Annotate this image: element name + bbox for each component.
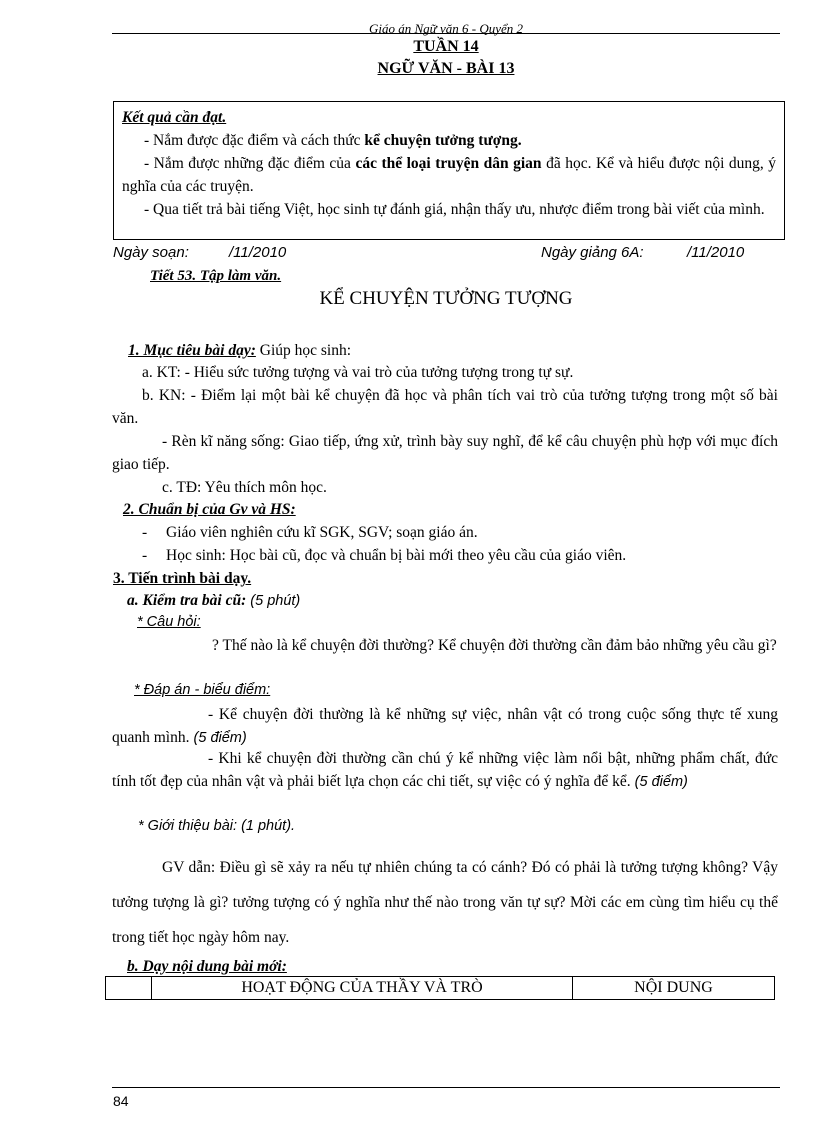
teach-date-value: /11/2010 — [687, 244, 745, 261]
section-1-heading: 1. Mục tiêu bài dạy: — [128, 342, 256, 359]
outcome-item-2-bold: các thể loại truyện dân gian — [355, 155, 542, 172]
table-header-activities: HOẠT ĐỘNG CỦA THẦY VÀ TRÒ — [152, 977, 573, 1000]
objective-td: c. TĐ: Yêu thích môn học. — [162, 479, 327, 496]
outcomes-box — [113, 101, 785, 240]
activity-table — [105, 976, 775, 1000]
prep-item-2: Học sinh: Học bài cũ, đọc và chuẩn bị bài mới theo yêu cầu của giáo viên. — [166, 547, 627, 564]
running-header: Giáo án Ngữ văn 6 - Quyển 2 — [368, 21, 524, 36]
answer-2-score: (5 điểm) — [630, 774, 688, 790]
answer-1-text: - Kể chuyện đời thường là kể những sự việc, nhân vật có trong cuộc sống thực tế xung quanh mình. — [112, 706, 778, 746]
question-text: ? Thế nào là kể chuyện đời thường? Kể chuyện đời thường cần đảm bảo những yêu cầu gì? — [212, 637, 777, 654]
prep-item-1: Giáo viên nghiên cứu kĩ SGK, SGV; soạn giáo án. — [166, 524, 478, 541]
prep-item-2-bullet: - — [142, 547, 148, 564]
prep-date-value: /11/2010 — [229, 244, 287, 261]
outcome-item-2 — [122, 152, 776, 198]
objective-life-skills: - Rèn kĩ năng sống: Giao tiếp, ứng xử, trình bày suy nghĩ, để kể câu chuyện phù hợp với mục đích giao tiếp. — [112, 433, 778, 473]
outcome-item-1-bold: kể chuyện tưởng tượng. — [364, 132, 522, 149]
outcome-item-1-text: - Nắm được đặc điểm và cách thức — [144, 132, 365, 149]
answer-1 — [112, 703, 778, 750]
outcome-item-1 — [122, 129, 776, 152]
table-header-row — [106, 977, 775, 1000]
answer-2 — [112, 747, 778, 794]
page-title: KỂ CHUYỆN TƯỞNG TƯỢNG — [319, 288, 573, 309]
teacher-lead-in: GV dẫn: Điều gì sẽ xảy ra nếu tự nhiên chúng ta có cánh? Đó có phải là tưởng tượng không? Vậy tưởng tượng là gì? tưởng tượng có ý nghĩa như thế nào trong văn tự sự? Mời các em cùng tìm hiểu cụ thể trong tiết học ngày hôm nay. — [112, 859, 778, 946]
new-lesson-heading: b. Dạy nội dung bài mới: — [127, 958, 287, 975]
lesson-title: NGỮ VĂN - BÀI 13 — [377, 60, 515, 77]
prep-date-label: Ngày soạn: — [113, 244, 189, 261]
check-old-lesson-time: (5 phút) — [246, 593, 301, 609]
header-rule — [112, 33, 780, 34]
outcome-item-3: - Qua tiết trả bài tiếng Việt, học sinh tự đánh giá, nhận thấy ưu, nhược điểm trong bài viết của mình. — [144, 201, 765, 218]
table-header-empty — [106, 977, 152, 1000]
period-label: Tiết 53. Tập làm văn. — [150, 268, 282, 284]
section-1-intro: Giúp học sinh: — [255, 342, 352, 359]
section-3-heading: 3. Tiến trình bài dạy. — [113, 570, 252, 587]
answer-1-score: (5 điểm) — [189, 730, 247, 746]
outcome-item-2-text: - Nắm được những đặc điểm của — [144, 155, 356, 172]
answer-2-text: - Khi kể chuyện đời thường cần chú ý kể những việc làm nổi bật, những phẩm chất, đức tính tốt đẹp của nhân vật và phải biết lựa chọn các chi tiết, sự việc có ý nghĩa để kể. — [112, 750, 778, 790]
outcome-item-2-rest: đã học. Kể và hiểu được nội dung, ý nghĩa của các truyện. — [122, 155, 776, 195]
prep-item-1-bullet: - — [142, 524, 148, 541]
footer-rule — [112, 1087, 780, 1088]
lesson-intro-label: * Giới thiệu bài: (1 phút). — [138, 818, 296, 834]
section-1-heading-line — [128, 339, 351, 362]
outcomes-heading: Kết quả cần đạt. — [122, 109, 227, 126]
check-old-lesson-heading: a. Kiểm tra bài cũ: — [127, 592, 247, 609]
section-2-heading: 2. Chuẩn bị của Gv và HS: — [123, 501, 296, 518]
objective-kn: b. KN: - Điểm lại một bài kể chuyện đã học và phân tích vai trò của tưởng tượng trong một số bài văn. — [112, 387, 778, 427]
question-label: * Câu hỏi: — [137, 614, 201, 630]
table-header-content: NỘI DUNG — [573, 977, 775, 1000]
week-title: TUẦN 14 — [413, 38, 479, 55]
page-number: 84 — [113, 1093, 129, 1109]
check-old-lesson — [127, 589, 300, 613]
teach-date-label: Ngày giảng 6A: — [541, 244, 644, 261]
answer-label: * Đáp án - biểu điểm: — [134, 682, 271, 698]
objective-kt: a. KT: - Hiểu sức tưởng tượng và vai trò của tưởng tượng trong tự sự. — [142, 364, 574, 381]
